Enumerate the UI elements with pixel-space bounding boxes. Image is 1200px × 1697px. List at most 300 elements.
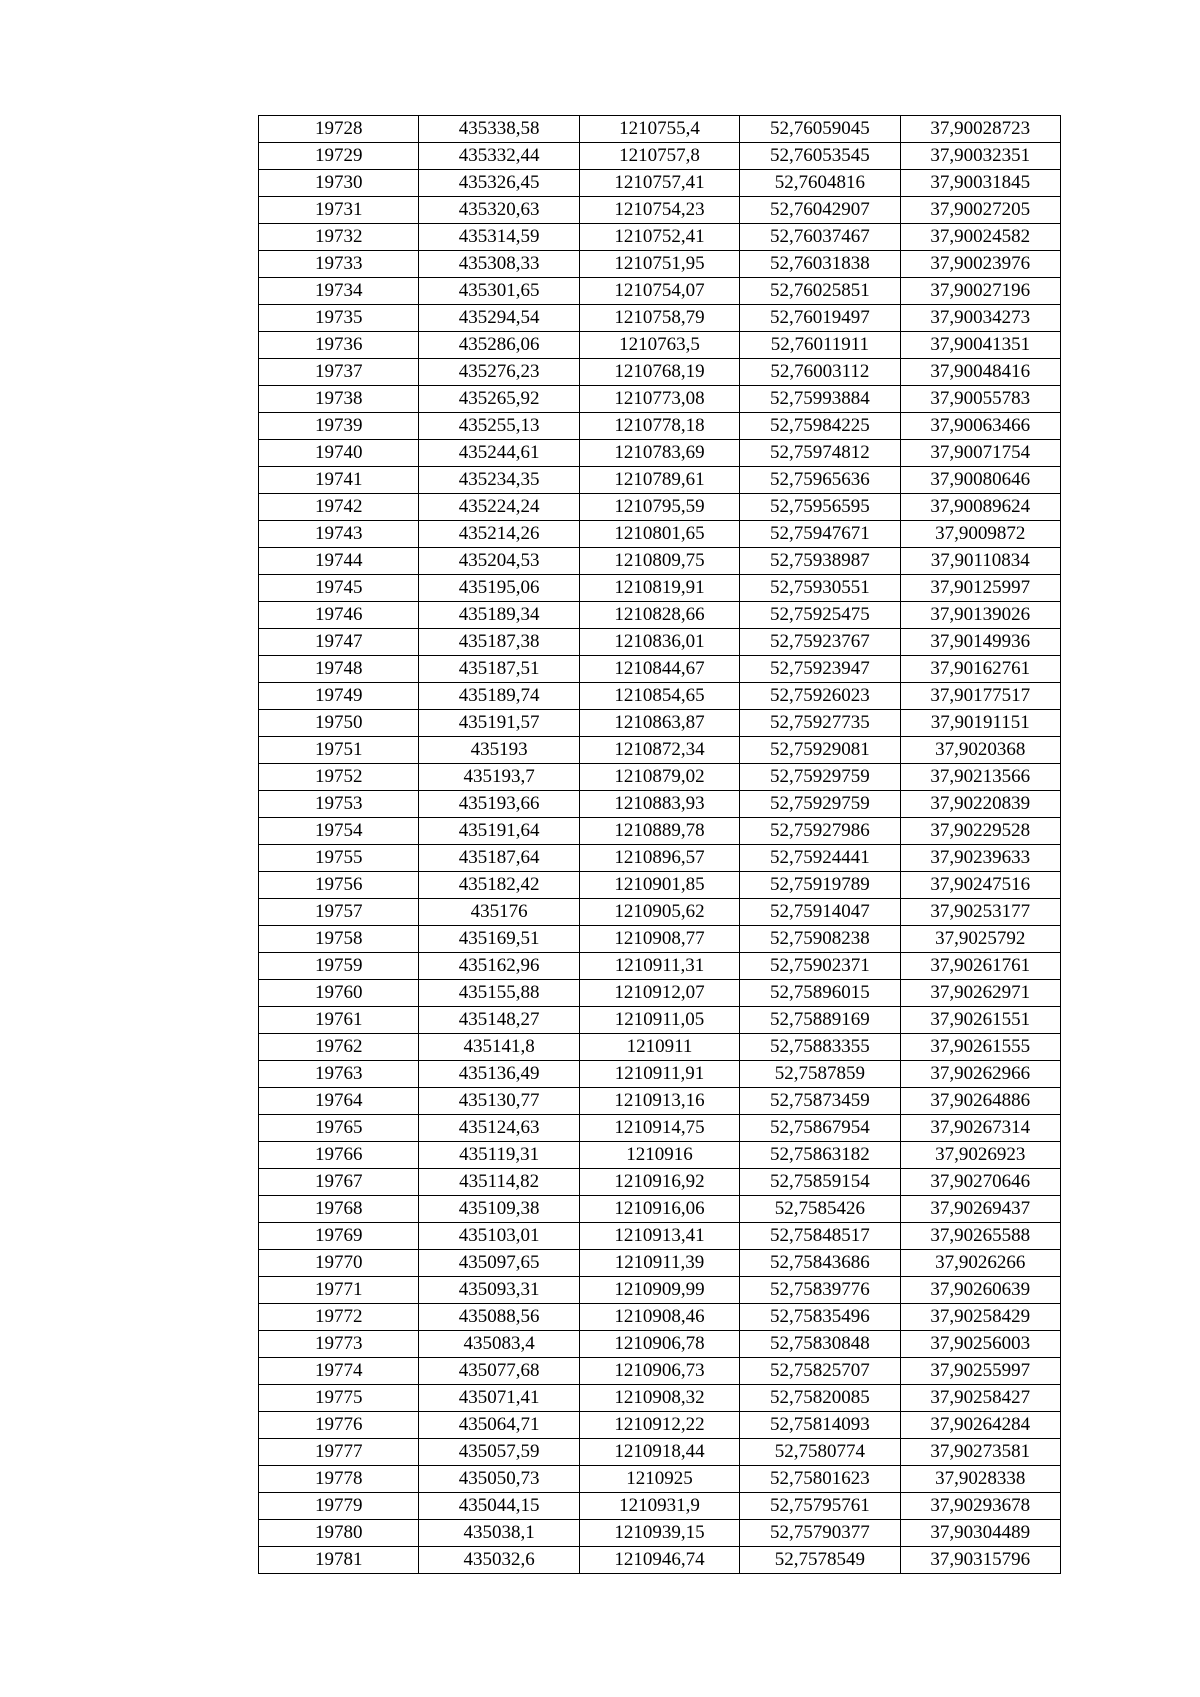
y-coordinate-cell: 1210911,91 [579, 1061, 739, 1088]
x-coordinate-cell: 435189,34 [419, 602, 579, 629]
coordinates-table [258, 115, 1061, 1574]
latitude-cell: 52,75790377 [740, 1520, 900, 1547]
x-coordinate-cell: 435083,4 [419, 1331, 579, 1358]
x-coordinate-cell: 435294,54 [419, 305, 579, 332]
x-coordinate-cell: 435276,23 [419, 359, 579, 386]
point-number-cell: 19751 [259, 737, 419, 764]
table-row [259, 1223, 1061, 1250]
y-coordinate-cell: 1210757,41 [579, 170, 739, 197]
point-number-cell: 19768 [259, 1196, 419, 1223]
longitude-cell: 37,9025792 [900, 926, 1060, 953]
longitude-cell: 37,90258429 [900, 1304, 1060, 1331]
y-coordinate-cell: 1210783,69 [579, 440, 739, 467]
y-coordinate-cell: 1210931,9 [579, 1493, 739, 1520]
coordinates-table-body [259, 116, 1061, 1574]
latitude-cell: 52,75930551 [740, 575, 900, 602]
y-coordinate-cell: 1210918,44 [579, 1439, 739, 1466]
table-row [259, 1547, 1061, 1574]
y-coordinate-cell: 1210757,8 [579, 143, 739, 170]
y-coordinate-cell: 1210795,59 [579, 494, 739, 521]
table-row [259, 1196, 1061, 1223]
x-coordinate-cell: 435050,73 [419, 1466, 579, 1493]
latitude-cell: 52,75923767 [740, 629, 900, 656]
point-number-cell: 19742 [259, 494, 419, 521]
longitude-cell: 37,90032351 [900, 143, 1060, 170]
point-number-cell: 19765 [259, 1115, 419, 1142]
point-number-cell: 19737 [259, 359, 419, 386]
table-row [259, 1115, 1061, 1142]
table-row [259, 359, 1061, 386]
point-number-cell: 19760 [259, 980, 419, 1007]
x-coordinate-cell: 435191,57 [419, 710, 579, 737]
y-coordinate-cell: 1210908,32 [579, 1385, 739, 1412]
point-number-cell: 19754 [259, 818, 419, 845]
longitude-cell: 37,90255997 [900, 1358, 1060, 1385]
point-number-cell: 19741 [259, 467, 419, 494]
table-row [259, 1169, 1061, 1196]
table-row [259, 710, 1061, 737]
longitude-cell: 37,90089624 [900, 494, 1060, 521]
x-coordinate-cell: 435169,51 [419, 926, 579, 953]
point-number-cell: 19747 [259, 629, 419, 656]
point-number-cell: 19771 [259, 1277, 419, 1304]
latitude-cell: 52,75825707 [740, 1358, 900, 1385]
point-number-cell: 19750 [259, 710, 419, 737]
latitude-cell: 52,75801623 [740, 1466, 900, 1493]
y-coordinate-cell: 1210768,19 [579, 359, 739, 386]
table-row [259, 791, 1061, 818]
x-coordinate-cell: 435155,88 [419, 980, 579, 1007]
x-coordinate-cell: 435187,38 [419, 629, 579, 656]
longitude-cell: 37,90023976 [900, 251, 1060, 278]
x-coordinate-cell: 435265,92 [419, 386, 579, 413]
point-number-cell: 19740 [259, 440, 419, 467]
longitude-cell: 37,90269437 [900, 1196, 1060, 1223]
x-coordinate-cell: 435195,06 [419, 575, 579, 602]
latitude-cell: 52,76059045 [740, 116, 900, 143]
longitude-cell: 37,90048416 [900, 359, 1060, 386]
longitude-cell: 37,90261551 [900, 1007, 1060, 1034]
table-row [259, 1277, 1061, 1304]
point-number-cell: 19730 [259, 170, 419, 197]
point-number-cell: 19739 [259, 413, 419, 440]
point-number-cell: 19772 [259, 1304, 419, 1331]
x-coordinate-cell: 435057,59 [419, 1439, 579, 1466]
x-coordinate-cell: 435189,74 [419, 683, 579, 710]
point-number-cell: 19773 [259, 1331, 419, 1358]
point-number-cell: 19749 [259, 683, 419, 710]
point-number-cell: 19767 [259, 1169, 419, 1196]
table-row [259, 899, 1061, 926]
point-number-cell: 19769 [259, 1223, 419, 1250]
point-number-cell: 19774 [259, 1358, 419, 1385]
x-coordinate-cell: 435088,56 [419, 1304, 579, 1331]
point-number-cell: 19759 [259, 953, 419, 980]
point-number-cell: 19764 [259, 1088, 419, 1115]
x-coordinate-cell: 435234,35 [419, 467, 579, 494]
y-coordinate-cell: 1210925 [579, 1466, 739, 1493]
latitude-cell: 52,75974812 [740, 440, 900, 467]
y-coordinate-cell: 1210754,23 [579, 197, 739, 224]
longitude-cell: 37,90063466 [900, 413, 1060, 440]
y-coordinate-cell: 1210801,65 [579, 521, 739, 548]
point-number-cell: 19776 [259, 1412, 419, 1439]
point-number-cell: 19777 [259, 1439, 419, 1466]
x-coordinate-cell: 435193,7 [419, 764, 579, 791]
latitude-cell: 52,75795761 [740, 1493, 900, 1520]
x-coordinate-cell: 435214,26 [419, 521, 579, 548]
longitude-cell: 37,90239633 [900, 845, 1060, 872]
y-coordinate-cell: 1210863,87 [579, 710, 739, 737]
longitude-cell: 37,90273581 [900, 1439, 1060, 1466]
y-coordinate-cell: 1210911,39 [579, 1250, 739, 1277]
latitude-cell: 52,75859154 [740, 1169, 900, 1196]
latitude-cell: 52,75883355 [740, 1034, 900, 1061]
table-row [259, 1493, 1061, 1520]
longitude-cell: 37,90071754 [900, 440, 1060, 467]
longitude-cell: 37,90260639 [900, 1277, 1060, 1304]
latitude-cell: 52,75947671 [740, 521, 900, 548]
y-coordinate-cell: 1210912,22 [579, 1412, 739, 1439]
x-coordinate-cell: 435314,59 [419, 224, 579, 251]
x-coordinate-cell: 435109,38 [419, 1196, 579, 1223]
y-coordinate-cell: 1210751,95 [579, 251, 739, 278]
x-coordinate-cell: 435301,65 [419, 278, 579, 305]
table-row [259, 1439, 1061, 1466]
table-row [259, 818, 1061, 845]
y-coordinate-cell: 1210872,34 [579, 737, 739, 764]
x-coordinate-cell: 435124,63 [419, 1115, 579, 1142]
point-number-cell: 19732 [259, 224, 419, 251]
table-row [259, 143, 1061, 170]
x-coordinate-cell: 435193 [419, 737, 579, 764]
y-coordinate-cell: 1210911,05 [579, 1007, 739, 1034]
point-number-cell: 19770 [259, 1250, 419, 1277]
longitude-cell: 37,90041351 [900, 332, 1060, 359]
x-coordinate-cell: 435187,51 [419, 656, 579, 683]
longitude-cell: 37,90031845 [900, 170, 1060, 197]
latitude-cell: 52,75867954 [740, 1115, 900, 1142]
y-coordinate-cell: 1210916,06 [579, 1196, 739, 1223]
table-row [259, 521, 1061, 548]
latitude-cell: 52,76025851 [740, 278, 900, 305]
table-row [259, 1412, 1061, 1439]
y-coordinate-cell: 1210754,07 [579, 278, 739, 305]
longitude-cell: 37,90253177 [900, 899, 1060, 926]
table-row [259, 1331, 1061, 1358]
latitude-cell: 52,75965636 [740, 467, 900, 494]
latitude-cell: 52,75889169 [740, 1007, 900, 1034]
latitude-cell: 52,75896015 [740, 980, 900, 1007]
latitude-cell: 52,75929759 [740, 764, 900, 791]
point-number-cell: 19775 [259, 1385, 419, 1412]
latitude-cell: 52,75835496 [740, 1304, 900, 1331]
table-row [259, 926, 1061, 953]
x-coordinate-cell: 435136,49 [419, 1061, 579, 1088]
y-coordinate-cell: 1210911,31 [579, 953, 739, 980]
table-row [259, 1304, 1061, 1331]
x-coordinate-cell: 435093,31 [419, 1277, 579, 1304]
latitude-cell: 52,75925475 [740, 602, 900, 629]
latitude-cell: 52,75873459 [740, 1088, 900, 1115]
point-number-cell: 19763 [259, 1061, 419, 1088]
latitude-cell: 52,75848517 [740, 1223, 900, 1250]
y-coordinate-cell: 1210913,16 [579, 1088, 739, 1115]
point-number-cell: 19743 [259, 521, 419, 548]
latitude-cell: 52,75938987 [740, 548, 900, 575]
y-coordinate-cell: 1210913,41 [579, 1223, 739, 1250]
longitude-cell: 37,9026923 [900, 1142, 1060, 1169]
table-row [259, 872, 1061, 899]
table-row [259, 413, 1061, 440]
latitude-cell: 52,76053545 [740, 143, 900, 170]
longitude-cell: 37,90034273 [900, 305, 1060, 332]
latitude-cell: 52,76037467 [740, 224, 900, 251]
longitude-cell: 37,90139026 [900, 602, 1060, 629]
y-coordinate-cell: 1210916,92 [579, 1169, 739, 1196]
table-row [259, 602, 1061, 629]
x-coordinate-cell: 435077,68 [419, 1358, 579, 1385]
table-row [259, 1034, 1061, 1061]
point-number-cell: 19729 [259, 143, 419, 170]
y-coordinate-cell: 1210883,93 [579, 791, 739, 818]
x-coordinate-cell: 435148,27 [419, 1007, 579, 1034]
point-number-cell: 19778 [259, 1466, 419, 1493]
latitude-cell: 52,7578549 [740, 1547, 900, 1574]
latitude-cell: 52,76019497 [740, 305, 900, 332]
latitude-cell: 52,75993884 [740, 386, 900, 413]
x-coordinate-cell: 435286,06 [419, 332, 579, 359]
table-row [259, 1061, 1061, 1088]
longitude-cell: 37,9026266 [900, 1250, 1060, 1277]
longitude-cell: 37,90264284 [900, 1412, 1060, 1439]
point-number-cell: 19761 [259, 1007, 419, 1034]
x-coordinate-cell: 435176 [419, 899, 579, 926]
y-coordinate-cell: 1210909,99 [579, 1277, 739, 1304]
table-row [259, 278, 1061, 305]
y-coordinate-cell: 1210896,57 [579, 845, 739, 872]
point-number-cell: 19756 [259, 872, 419, 899]
latitude-cell: 52,75830848 [740, 1331, 900, 1358]
point-number-cell: 19734 [259, 278, 419, 305]
x-coordinate-cell: 435182,42 [419, 872, 579, 899]
longitude-cell: 37,90270646 [900, 1169, 1060, 1196]
latitude-cell: 52,75919789 [740, 872, 900, 899]
longitude-cell: 37,90265588 [900, 1223, 1060, 1250]
x-coordinate-cell: 435119,31 [419, 1142, 579, 1169]
y-coordinate-cell: 1210836,01 [579, 629, 739, 656]
longitude-cell: 37,90027196 [900, 278, 1060, 305]
x-coordinate-cell: 435308,33 [419, 251, 579, 278]
point-number-cell: 19738 [259, 386, 419, 413]
table-row [259, 953, 1061, 980]
table-row [259, 980, 1061, 1007]
table-row [259, 656, 1061, 683]
table-row [259, 764, 1061, 791]
x-coordinate-cell: 435255,13 [419, 413, 579, 440]
table-row [259, 1358, 1061, 1385]
x-coordinate-cell: 435114,82 [419, 1169, 579, 1196]
longitude-cell: 37,90027205 [900, 197, 1060, 224]
longitude-cell: 37,90264886 [900, 1088, 1060, 1115]
y-coordinate-cell: 1210773,08 [579, 386, 739, 413]
y-coordinate-cell: 1210912,07 [579, 980, 739, 1007]
latitude-cell: 52,75908238 [740, 926, 900, 953]
y-coordinate-cell: 1210906,73 [579, 1358, 739, 1385]
y-coordinate-cell: 1210819,91 [579, 575, 739, 602]
table-row [259, 467, 1061, 494]
table-row [259, 1142, 1061, 1169]
table-row [259, 440, 1061, 467]
x-coordinate-cell: 435224,24 [419, 494, 579, 521]
table-row [259, 1385, 1061, 1412]
latitude-cell: 52,75984225 [740, 413, 900, 440]
x-coordinate-cell: 435244,61 [419, 440, 579, 467]
table-row [259, 305, 1061, 332]
latitude-cell: 52,75923947 [740, 656, 900, 683]
x-coordinate-cell: 435326,45 [419, 170, 579, 197]
table-row [259, 251, 1061, 278]
table-row [259, 1520, 1061, 1547]
latitude-cell: 52,75926023 [740, 683, 900, 710]
x-coordinate-cell: 435130,77 [419, 1088, 579, 1115]
longitude-cell: 37,90220839 [900, 791, 1060, 818]
y-coordinate-cell: 1210828,66 [579, 602, 739, 629]
y-coordinate-cell: 1210906,78 [579, 1331, 739, 1358]
point-number-cell: 19780 [259, 1520, 419, 1547]
point-number-cell: 19748 [259, 656, 419, 683]
latitude-cell: 52,76003112 [740, 359, 900, 386]
x-coordinate-cell: 435141,8 [419, 1034, 579, 1061]
x-coordinate-cell: 435032,6 [419, 1547, 579, 1574]
y-coordinate-cell: 1210901,85 [579, 872, 739, 899]
longitude-cell: 37,90262971 [900, 980, 1060, 1007]
longitude-cell: 37,9020368 [900, 737, 1060, 764]
y-coordinate-cell: 1210778,18 [579, 413, 739, 440]
point-number-cell: 19762 [259, 1034, 419, 1061]
table-row [259, 737, 1061, 764]
point-number-cell: 19758 [259, 926, 419, 953]
longitude-cell: 37,90315796 [900, 1547, 1060, 1574]
longitude-cell: 37,90256003 [900, 1331, 1060, 1358]
y-coordinate-cell: 1210911 [579, 1034, 739, 1061]
point-number-cell: 19781 [259, 1547, 419, 1574]
point-number-cell: 19745 [259, 575, 419, 602]
x-coordinate-cell: 435191,64 [419, 818, 579, 845]
latitude-cell: 52,7580774 [740, 1439, 900, 1466]
x-coordinate-cell: 435038,1 [419, 1520, 579, 1547]
y-coordinate-cell: 1210908,77 [579, 926, 739, 953]
table-row [259, 170, 1061, 197]
latitude-cell: 52,7585426 [740, 1196, 900, 1223]
latitude-cell: 52,7604816 [740, 170, 900, 197]
y-coordinate-cell: 1210752,41 [579, 224, 739, 251]
longitude-cell: 37,90024582 [900, 224, 1060, 251]
point-number-cell: 19733 [259, 251, 419, 278]
point-number-cell: 19766 [259, 1142, 419, 1169]
latitude-cell: 52,75863182 [740, 1142, 900, 1169]
longitude-cell: 37,90258427 [900, 1385, 1060, 1412]
latitude-cell: 52,75914047 [740, 899, 900, 926]
latitude-cell: 52,75843686 [740, 1250, 900, 1277]
y-coordinate-cell: 1210905,62 [579, 899, 739, 926]
x-coordinate-cell: 435064,71 [419, 1412, 579, 1439]
x-coordinate-cell: 435162,96 [419, 953, 579, 980]
table-row [259, 116, 1061, 143]
x-coordinate-cell: 435332,44 [419, 143, 579, 170]
longitude-cell: 37,90304489 [900, 1520, 1060, 1547]
point-number-cell: 19744 [259, 548, 419, 575]
longitude-cell: 37,90177517 [900, 683, 1060, 710]
longitude-cell: 37,90110834 [900, 548, 1060, 575]
point-number-cell: 19755 [259, 845, 419, 872]
point-number-cell: 19728 [259, 116, 419, 143]
table-row [259, 1088, 1061, 1115]
latitude-cell: 52,7587859 [740, 1061, 900, 1088]
y-coordinate-cell: 1210809,75 [579, 548, 739, 575]
table-row [259, 386, 1061, 413]
y-coordinate-cell: 1210879,02 [579, 764, 739, 791]
longitude-cell: 37,90191151 [900, 710, 1060, 737]
longitude-cell: 37,90261761 [900, 953, 1060, 980]
point-number-cell: 19731 [259, 197, 419, 224]
y-coordinate-cell: 1210908,46 [579, 1304, 739, 1331]
latitude-cell: 52,75820085 [740, 1385, 900, 1412]
x-coordinate-cell: 435338,58 [419, 116, 579, 143]
point-number-cell: 19735 [259, 305, 419, 332]
table-row [259, 1007, 1061, 1034]
longitude-cell: 37,90267314 [900, 1115, 1060, 1142]
latitude-cell: 52,75814093 [740, 1412, 900, 1439]
table-row [259, 1250, 1061, 1277]
latitude-cell: 52,75956595 [740, 494, 900, 521]
longitude-cell: 37,90055783 [900, 386, 1060, 413]
point-number-cell: 19736 [259, 332, 419, 359]
latitude-cell: 52,75839776 [740, 1277, 900, 1304]
table-row [259, 845, 1061, 872]
longitude-cell: 37,90262966 [900, 1061, 1060, 1088]
table-row [259, 548, 1061, 575]
x-coordinate-cell: 435071,41 [419, 1385, 579, 1412]
x-coordinate-cell: 435320,63 [419, 197, 579, 224]
y-coordinate-cell: 1210758,79 [579, 305, 739, 332]
longitude-cell: 37,90125997 [900, 575, 1060, 602]
latitude-cell: 52,76042907 [740, 197, 900, 224]
longitude-cell: 37,90080646 [900, 467, 1060, 494]
y-coordinate-cell: 1210946,74 [579, 1547, 739, 1574]
x-coordinate-cell: 435187,64 [419, 845, 579, 872]
table-row [259, 575, 1061, 602]
longitude-cell: 37,9028338 [900, 1466, 1060, 1493]
x-coordinate-cell: 435103,01 [419, 1223, 579, 1250]
y-coordinate-cell: 1210755,4 [579, 116, 739, 143]
y-coordinate-cell: 1210914,75 [579, 1115, 739, 1142]
table-row [259, 1466, 1061, 1493]
y-coordinate-cell: 1210939,15 [579, 1520, 739, 1547]
longitude-cell: 37,90261555 [900, 1034, 1060, 1061]
latitude-cell: 52,76011911 [740, 332, 900, 359]
latitude-cell: 52,75924441 [740, 845, 900, 872]
y-coordinate-cell: 1210763,5 [579, 332, 739, 359]
point-number-cell: 19757 [259, 899, 419, 926]
x-coordinate-cell: 435193,66 [419, 791, 579, 818]
latitude-cell: 52,75929759 [740, 791, 900, 818]
point-number-cell: 19753 [259, 791, 419, 818]
table-row [259, 197, 1061, 224]
point-number-cell: 19779 [259, 1493, 419, 1520]
longitude-cell: 37,90149936 [900, 629, 1060, 656]
table-row [259, 494, 1061, 521]
